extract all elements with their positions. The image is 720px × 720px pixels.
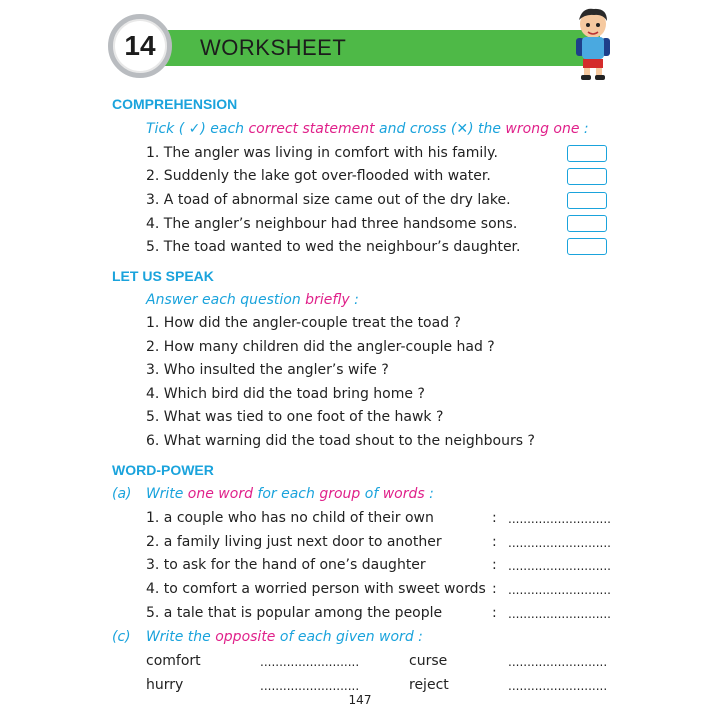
one-word-prompt: 2. a family living just next door to another [146,534,442,550]
speak-question: 4. Which bird did the toad bring home ? [146,386,425,402]
opposite-word: hurry [146,677,184,693]
wordpower-heading: WORD-POWER [112,462,214,478]
one-word-prompt: 4. to comfort a worried person with sweet words [146,581,486,597]
comprehension-statement: 1. The angler was living in comfort with his family. [146,145,498,161]
opposite-word: curse [409,653,448,669]
answer-blank[interactable]: .......................... [260,655,360,669]
comprehension-statement: 4. The angler’s neighbour had three handsome sons. [146,216,518,232]
page-number: 147 [348,693,372,707]
worksheet-title: WORKSHEET [200,35,347,60]
answer-blank[interactable]: .......................... [260,679,360,693]
answer-box[interactable] [567,238,607,255]
comprehension-instruction: Tick ( ✓) each correct statement and cross (✕) the wrong one : [146,121,589,137]
answer-box[interactable] [567,145,607,162]
speak-instruction: Answer each question briefly : [146,292,359,308]
part-c-instruction: Write the opposite of each given word : [146,629,423,645]
speak-heading: LET US SPEAK [112,268,214,284]
speak-question: 3. Who insulted the angler’s wife ? [146,362,389,378]
boy-illustration [570,4,616,82]
part-a-instruction: Write one word for each group of words : [146,486,434,502]
answer-blank[interactable]: .......................... [508,655,608,669]
speak-question: 6. What warning did the toad shout to the neighbours ? [146,433,535,449]
comprehension-statement: 5. The toad wanted to wed the neighbour’s daughter. [146,239,521,255]
colon: : [492,581,497,597]
answer-blank[interactable]: ........................... [508,607,611,621]
colon: : [492,534,497,550]
comprehension-heading: COMPREHENSION [112,96,238,112]
chapter-number-badge: 14 [108,14,172,78]
comprehension-statement: 2. Suddenly the lake got over-flooded with water. [146,168,491,184]
speak-question: 5. What was tied to one foot of the hawk ? [146,409,444,425]
answer-box[interactable] [567,168,607,185]
colon: : [492,510,497,526]
part-a-letter: (a) [112,486,132,502]
answer-box[interactable] [567,192,607,209]
colon: : [492,605,497,621]
comprehension-statement: 3. A toad of abnormal size came out of the dry lake. [146,192,511,208]
answer-blank[interactable]: .......................... [508,679,608,693]
answer-blank[interactable]: ........................... [508,583,611,597]
speak-question: 1. How did the angler-couple treat the toad ? [146,315,461,331]
part-c-letter: (c) [112,629,131,645]
colon: : [492,557,497,573]
answer-blank[interactable]: ........................... [508,512,611,526]
opposite-word: comfort [146,653,201,669]
speak-question: 2. How many children did the angler-couple had ? [146,339,495,355]
one-word-prompt: 5. a tale that is popular among the people [146,605,443,621]
opposite-word: reject [409,677,449,693]
one-word-prompt: 1. a couple who has no child of their own [146,510,434,526]
answer-blank[interactable]: ........................... [508,559,611,573]
one-word-prompt: 3. to ask for the hand of one’s daughter [146,557,426,573]
answer-blank[interactable]: ........................... [508,536,611,550]
answer-box[interactable] [567,215,607,232]
